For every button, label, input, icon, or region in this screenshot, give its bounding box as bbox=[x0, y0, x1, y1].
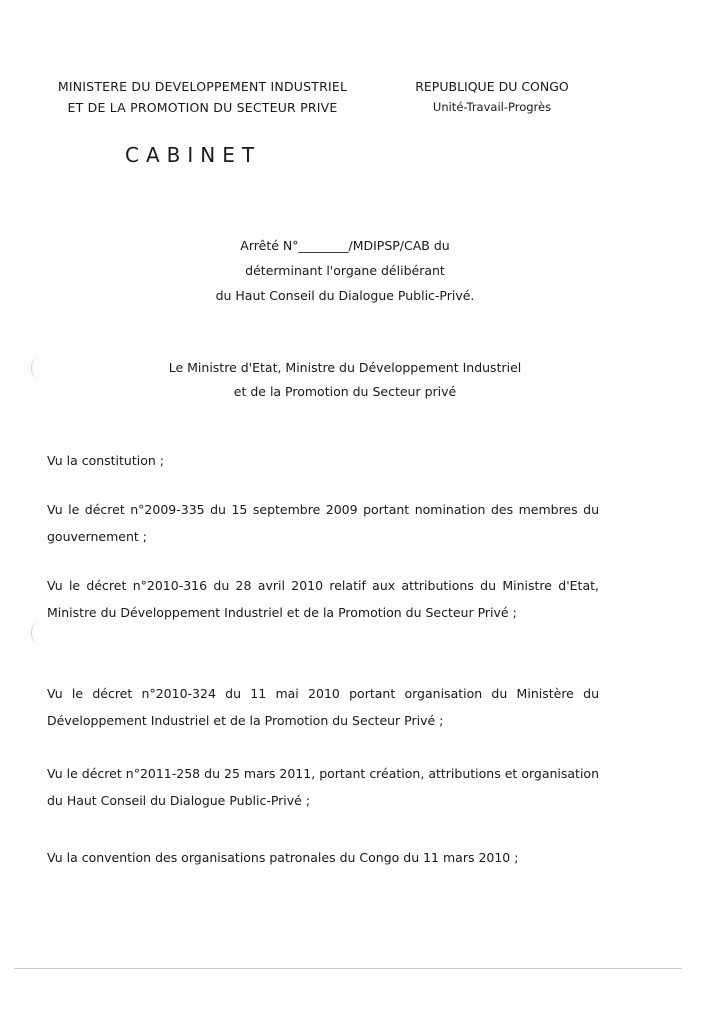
consideration-paragraph: Vu le décret n°2009-335 du 15 septembre 2009 portant nomination des membres du gouvernement ; bbox=[47, 502, 599, 544]
minister-line-1: Le Ministre d'Etat, Ministre du Développement Industriel bbox=[168, 360, 522, 375]
consideration-paragraph: Vu le décret n°2011-258 du 25 mars 2011, portant création, attributions et organisation du Haut Conseil du Dialogue Public-Privé ; bbox=[47, 766, 599, 808]
republic-name: REPUBLIQUE DU CONGO bbox=[415, 79, 569, 94]
minister-line-2: et de la Promotion du Secteur privé bbox=[233, 384, 457, 399]
punch-hole-mark bbox=[31, 622, 46, 644]
republic-header bbox=[392, 76, 592, 118]
punch-hole-mark bbox=[31, 357, 46, 379]
ministry-header bbox=[30, 76, 375, 118]
arrete-line-1: Arrêté N°________/MDIPSP/CAB du bbox=[240, 238, 450, 253]
arrete-line-2: déterminant l'organe délibérant bbox=[245, 263, 445, 278]
ministry-line-2: ET DE LA PROMOTION DU SECTEUR PRIVE bbox=[67, 100, 338, 115]
republic-motto: Unité-Travail-Progrès bbox=[432, 100, 552, 114]
consideration-paragraph: Vu la convention des organisations patronales du Congo du 11 mars 2010 ; bbox=[47, 850, 519, 865]
arrete-line-3: du Haut Conseil du Dialogue Public-Privé. bbox=[215, 288, 475, 303]
ministry-line-1: MINISTERE DU DEVELOPPEMENT INDUSTRIEL bbox=[57, 79, 348, 94]
consideration-paragraph: Vu la constitution ; bbox=[47, 453, 164, 468]
minister-title bbox=[110, 356, 580, 404]
bottom-divider bbox=[14, 968, 682, 969]
consideration-paragraph: Vu le décret n°2010-316 du 28 avril 2010 relatif aux attributions du Ministre d'Etat, Ministre du Développement Industriel et de la Promotion du Secteur Privé ; bbox=[47, 578, 599, 620]
arrete-title bbox=[150, 233, 540, 308]
cabinet-title: CABINET bbox=[125, 143, 262, 167]
consideration-paragraph: Vu le décret n°2010-324 du 11 mai 2010 portant organisation du Ministère du Développement Industriel et de la Promotion du Secteur Privé ; bbox=[47, 686, 599, 728]
